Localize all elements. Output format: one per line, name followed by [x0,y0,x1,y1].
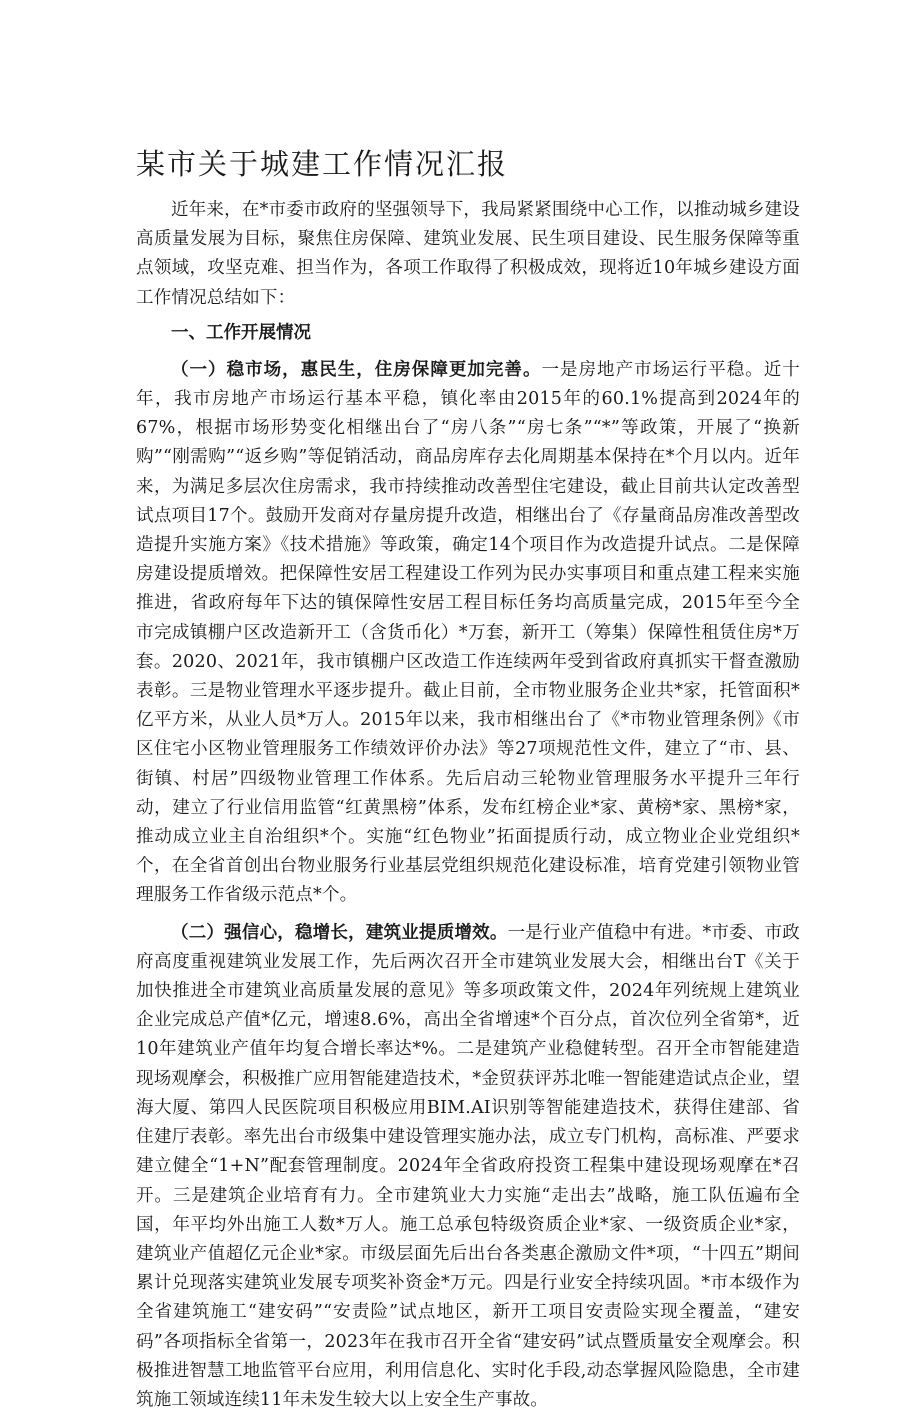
document-body [136,196,800,1415]
subsection-lead: （一）稳市场，惠民生，住房保障更加完善。 [171,359,542,380]
intro-paragraph: 近年来，在*市委市政府的坚强领导下，我局紧紧围绕中心工作，以推动城乡建设高质量发展为目标，聚焦住房保障、建筑业发展、民生项目建设、民生服务保障等重点领域，攻坚克难、担当作为，各项工作取得了积极成效，现将近10年城乡建设方面工作情况总结如下： [136,200,800,308]
subsection-body: 一是房地产市场运行平稳。近十年，我市房地产市场运行基本平稳，镇化率由2015年的60.1%提高到2024年的67%，根据市场形势变化相继出台了“房八条”“房七条”“*”等政策，开展了“换新购”“刚需购”“返乡购”等促销活动，商品房库存去化周期基本保持在*个月以内。近年来，为满足多层次住房需求，我市持续推动改善型住宅建设，截止目前共认定改善型试点项目17个。鼓励开发商对存量房提升改造，相继出台了《存量商品房准改善型改造提升实施方案》《技术措施》等政策，确定14个项目作为改造提升试点。二是保障房建设提质增效。把保障性安居工程建设工作列为民办实事项目和重点建工程来实施推进，省政府每年下达的镇保障性安居工程目标任务均高质量完成，2015年至今全市完成镇棚户区改造新开工（含货币化）*万套，新开工（筹集）保障性租赁住房*万套。2020、2021年，我市镇棚户区改造工作连续两年受到省政府真抓实干督查激励表彰。三是物业管理水平逐步提升。截止目前，全市物业服务企业共*家，托管面积*亿平方米，从业人员*万人。2015年以来，我市相继出台了《*市物业管理条例》《市区住宅小区物业管理服务工作绩效评价办法》等27项规范性文件，建立了“市、县、街镇、村居”四级物业管理工作体系。先后启动三轮物业管理服务水平提升三年行动，建立了行业信用监管“红黄黑榜”体系，发布红榜企业*家、黄榜*家、黑榜*家，推动成立业主自治组织*个。实施“红色物业”拓面提质行动，成立物业企业党组织*个，在全省首创出台物业服务行业基层党组织规范化建设标准，培育党建引领物业管理服务工作省级示范点*个。 [136,359,800,906]
section-heading: 一、工作开展情况 [171,322,311,343]
document-title: 某市关于城建工作情况汇报 [136,147,509,181]
subsection-housing [136,356,800,911]
subsection-lead: （二）强信心，稳增长，建筑业提质增效。 [171,922,508,943]
subsection-body: 一是行业产值稳中有进。*市委、市政府高度重视建筑业发展工作，先后两次召开全市建筑业发展大会，相继出台T《关于加快推进全市建筑业高质量发展的意见》等多项政策文件，2024年列统规上建筑业企业完成总产值*亿元，增速8.6%，高出全省增速*个百分点，首次位列全省第*，近10年建筑业产值年均复合增长率达*%。二是建筑产业稳健转型。召开全市智能建造现场观摩会，积极推广应用智能建造技术，*金贸获评苏北唯一智能建造试点企业，望海大厦、第四人民医院项目积极应用BIM.AI识别等智能建造技术，获得住建部、省住建厅表彰。率先出台市级集中建设管理实施办法，成立专门机构，高标准、严要求建立健全“1+N”配套管理制度。2024年全省政府投资工程集中建设现场观摩在*召开。三是建筑企业培育有力。全市建筑业大力实施“走出去”战略，施工队伍遍布全国，年平均外出施工人数*万人。施工总承包特级资质企业*家、一级资质企业*家，建筑业产值超亿元企业*家。市级层面先后出台各类惠企激励文件*项，“十四五”期间累计兑现落实建筑业发展专项奖补资金*万元。四是行业安全持续巩固。*市本级作为全省建筑施工“建安码”“安责险”试点地区，新开工项目安责险实现全覆盖，“建安码”各项指标全省第一，2023年在我市召开全省“建安码”试点暨质量安全观摩会。积极推进智慧工地监管平台应用，利用信息化、实时化手段,动态掌握风险隐患，全市建筑施工领域连续11年未发生较大以上安全生产事故。 [136,922,800,1410]
subsection-construction [136,919,800,1415]
